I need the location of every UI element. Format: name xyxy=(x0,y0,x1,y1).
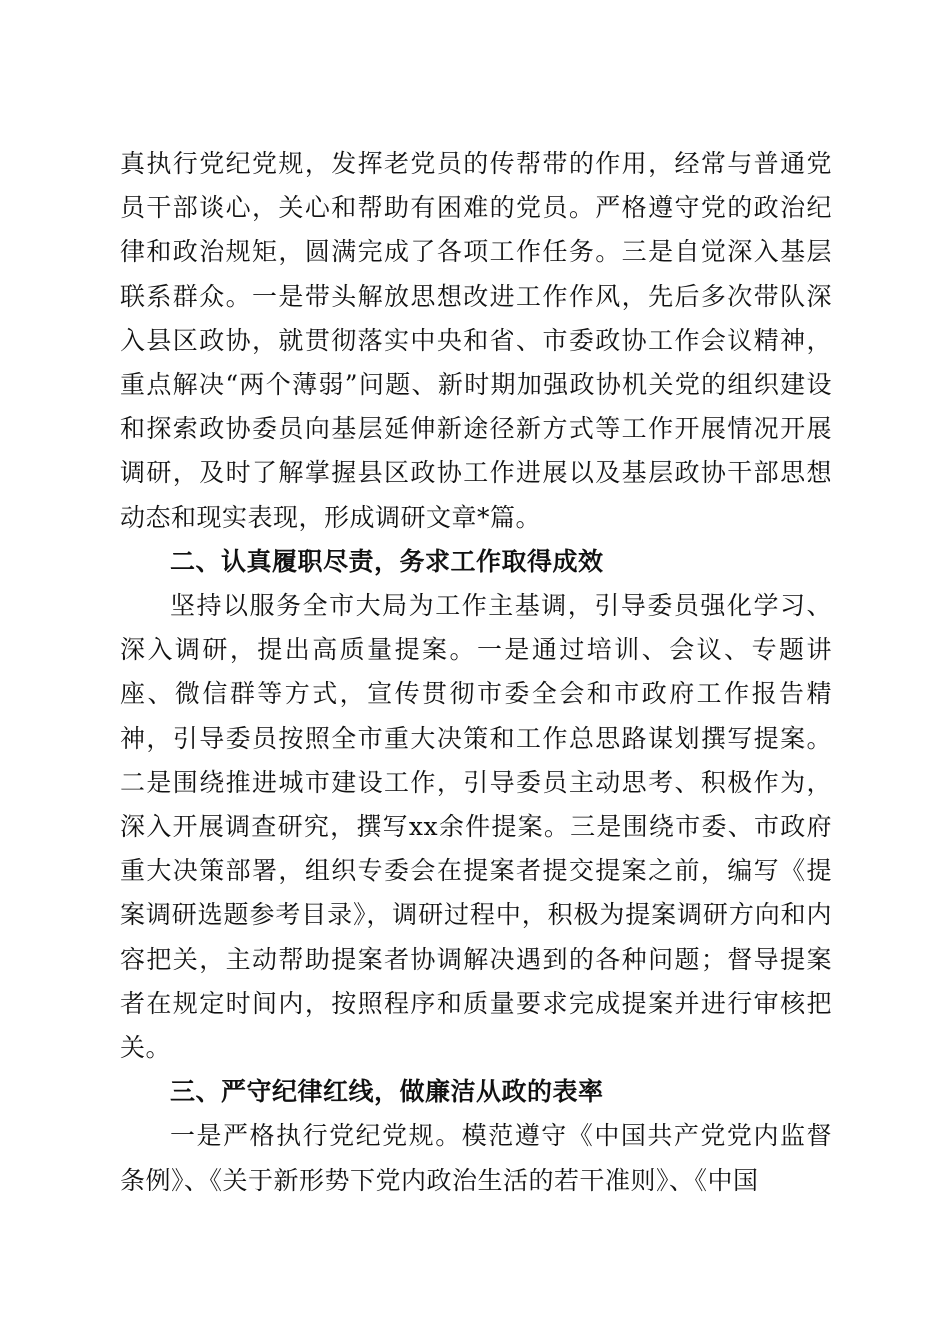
document-body xyxy=(120,142,832,1203)
section-heading-3: 三、严守纪律红线，做廉洁从政的表率 xyxy=(170,1077,604,1107)
paragraph-continuation: 真执行党纪党规，发挥老党员的传帮带的作用，经常与普通党员干部谈心，关心和帮助有困难的党员。严格遵守党的政治纪律和政治规矩，圆满完成了各项工作任务。三是自觉深入基层联系群众。一是带头解放思想改进工作作风，先后多次带队深入县区政协，就贯彻落实中央和省、市委政协工作会议精神，重点解决“两个薄弱”问题、新时期加强政协机关党的组织建设和探索政协委员向基层延伸新途径新方式等工作开展情况开展调研，及时了解掌握县区政协工作进展以及基层政协干部思想动态和现实表现，形成调研文章*篇。 xyxy=(120,149,832,532)
section-heading-2: 二、认真履职尽责，务求工作取得成效 xyxy=(170,546,604,576)
paragraph-section-2: 坚持以服务全市大局为工作主基调，引导委员强化学习、深入调研，提出高质量提案。一是通过培训、会议、专题讲座、微信群等方式，宣传贯彻市委全会和市政府工作报告精神，引导委员按照全市重大决策和工作总思路谋划撰写提案。二是围绕推进城市建设工作，引导委员主动思考、积极作为，深入开展调查研究，撰写xx余件提案。三是围绕市委、市政府重大决策部署，组织专委会在提案者提交提案之前，编写《提案调研选题参考目录》，调研过程中，积极为提案调研方向和内容把关，主动帮助提案者协调解决遇到的各种问题；督导提案者在规定时间内，按照程序和质量要求完成提案并进行审核把关。 xyxy=(120,591,832,1063)
paragraph-section-3: 一是严格执行党纪党规。模范遵守《中国共产党党内监督条例》、《关于新形势下党内政治生活的若干准则》、《中国 xyxy=(120,1121,832,1195)
